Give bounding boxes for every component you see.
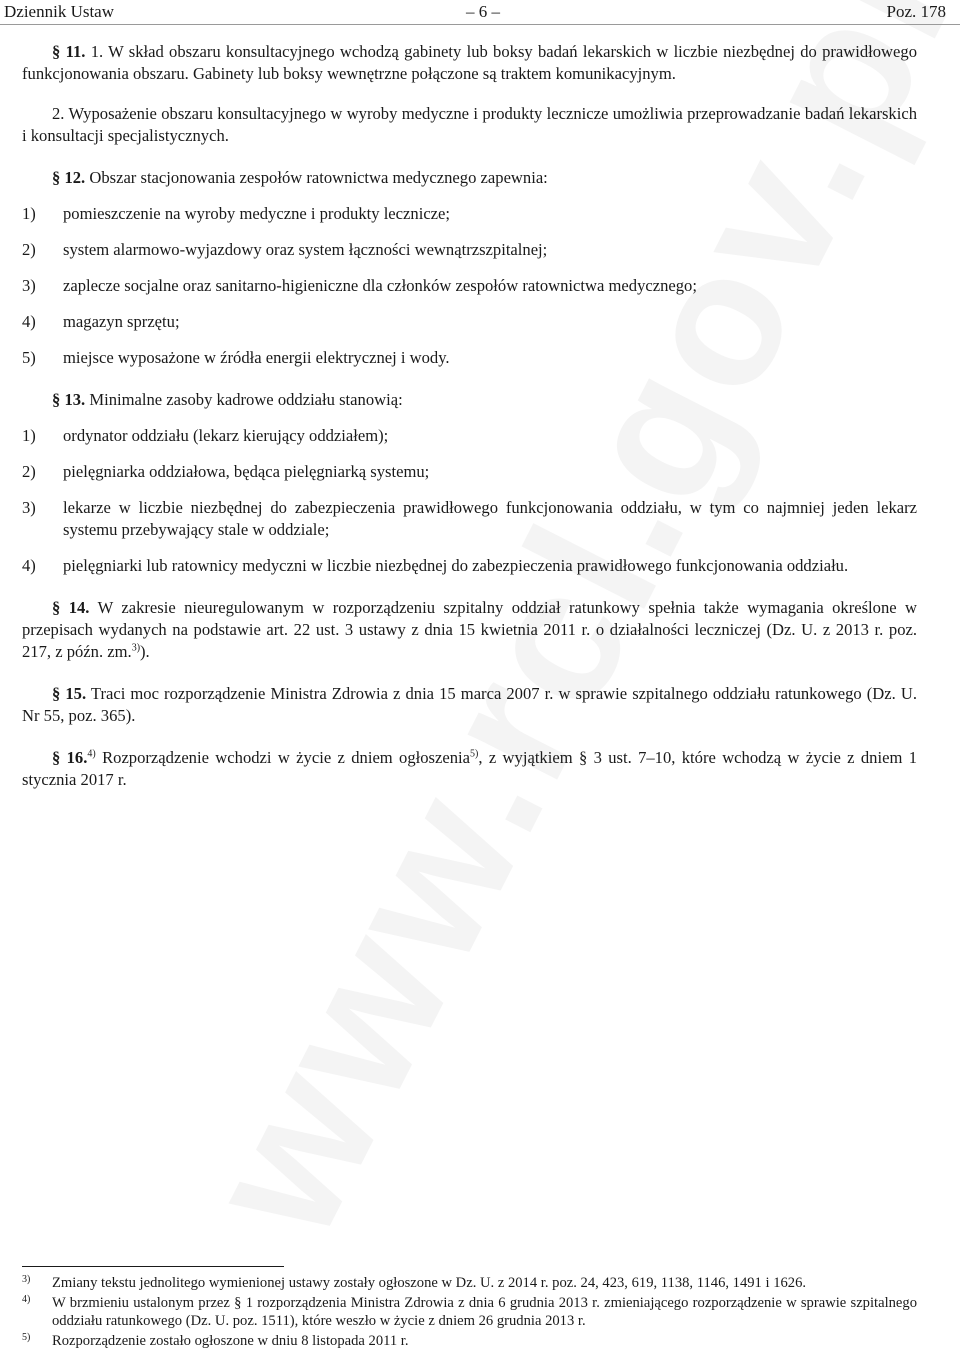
list-number: 3) — [22, 498, 36, 517]
footnote — [22, 1274, 917, 1292]
section-text: Traci moc rozporządzenie Ministra Zdrowia z dnia 15 marca 2007 r. w sprawie szpitalnego oddziału ratunkowego (Dz. U. Nr 55, poz. 365). — [22, 684, 917, 725]
page-header — [0, 0, 960, 24]
list-item — [22, 203, 917, 225]
footnote-reference: 3) — [131, 642, 141, 654]
section-11-paragraph-2: 2. Wyposażenie obszaru konsultacyjnego w wyroby medyczne i produkty lecznicze umożliwia przeprowadzanie badań lekarskich i konsultacji specjalistycznych. — [22, 104, 917, 145]
footnote-text: Zmiany tekstu jednolitego wymienionej ustawy zostały ogłoszone w Dz. U. z 2014 r. poz. 24, 423, 619, 1138, 1146, 1491 i 1626. — [52, 1275, 807, 1291]
footnote — [22, 1294, 917, 1330]
list-item — [22, 497, 917, 541]
list-item — [22, 239, 917, 261]
footnote-number: 4) — [22, 1294, 31, 1305]
section-sign: § 14. — [52, 598, 90, 617]
footnotes — [22, 1274, 917, 1352]
section-text: 1. W skład obszaru konsultacyjnego wchodzą gabinety lub boksy badań lekarskich w liczbie niezbędnej do prawidłowego funkcjonowania obszaru. Gabinety lub boksy wewnętrzne połączone są traktem komunikacyjnym. — [22, 42, 917, 83]
section-text-end: , z wyjątkiem § 3 ust. 7–10, które wchodzą w życie z dniem 1 stycznia 2017 r. — [22, 748, 918, 789]
section-13-intro — [22, 389, 917, 411]
list-number: 2) — [22, 240, 36, 259]
section-text: Rozporządzenie wchodzi w życie z dniem ogłoszenia — [95, 748, 471, 767]
section-14-paragraph — [22, 597, 917, 663]
list-text: miejsce wyposażone w źródła energii elektrycznej i wody. — [63, 348, 450, 367]
list-item — [22, 461, 917, 483]
list-number: 5) — [22, 348, 36, 367]
section-15-paragraph — [22, 683, 917, 727]
section-12-intro — [22, 167, 917, 189]
footnote-reference: 4) — [87, 748, 96, 760]
list-item — [22, 275, 917, 297]
list-number: 1) — [22, 426, 36, 445]
page-number: – 6 – — [466, 2, 500, 21]
section-sign: § 12. — [52, 168, 86, 187]
footnote — [22, 1332, 917, 1350]
list-item — [22, 555, 917, 577]
header-divider — [0, 24, 960, 25]
section-text: Obszar stacjonowania zespołów ratownictwa medycznego zapewnia: — [89, 168, 548, 187]
footnote-text: Rozporządzenie zostało ogłoszone w dniu 8 listopada 2011 r. — [52, 1333, 409, 1349]
list-text: system alarmowo-wyjazdowy oraz system łączności wewnątrzszpitalnej; — [63, 240, 548, 259]
position-number: Poz. 178 — [886, 2, 946, 21]
list-number: 4) — [22, 556, 36, 575]
footnote-text: W brzmieniu ustalonym przez § 1 rozporządzenia Ministra Zdrowia z dnia 6 grudnia 2013 r. zmieniającego rozporządzenie w sprawie szpitalnego oddziału ratunkowego (Dz. U. poz. 1511), które weszło w życie z dniem 26 grudnia 2013 r. — [52, 1295, 917, 1329]
list-text: magazyn sprzętu; — [63, 312, 180, 331]
list-text: pielęgniarka oddziałowa, będąca pielęgniarką systemu; — [63, 462, 430, 481]
list-item — [22, 311, 917, 333]
list-text: lekarze w liczbie niezbędnej do zabezpieczenia prawidłowego funkcjonowania oddziału, w tym co najmniej jeden lekarz systemu przebywający stale w oddziale; — [63, 498, 917, 539]
list-text: zaplecze socjalne oraz sanitarno-higieniczne dla członków zespołów ratownictwa medycznego; — [63, 276, 697, 295]
section-text-end: ). — [140, 642, 150, 661]
footnote-number: 3) — [22, 1274, 31, 1285]
section-text: Minimalne zasoby kadrowe oddziału stanowią: — [89, 390, 403, 409]
section-11-paragraph-1 — [22, 41, 917, 85]
list-item — [22, 347, 917, 369]
list-text: ordynator oddziału (lekarz kierujący oddziałem); — [63, 426, 389, 445]
footnote-reference: 5) — [470, 748, 479, 760]
list-item — [22, 425, 917, 447]
list-number: 1) — [22, 204, 36, 223]
list-number: 4) — [22, 312, 36, 331]
list-text: pomieszczenie na wyroby medyczne i produkty lecznicze; — [63, 204, 451, 223]
section-sign: § 11. — [52, 42, 86, 61]
section-text: W zakresie nieuregulowanym w rozporządzeniu szpitalny oddział ratunkowy spełnia także wymagania określone w przepisach wydanych na podstawie art. 22 ust. 3 ustawy z dnia 15 kwietnia 2011 r. o działalności leczniczej (Dz. U. z 2013 r. poz. 217, z późn. zm. — [22, 598, 918, 661]
section-sign: § 13. — [52, 390, 86, 409]
document-body — [22, 41, 917, 791]
section-16-paragraph — [22, 747, 917, 791]
journal-title: Dziennik Ustaw — [4, 2, 115, 21]
list-number: 2) — [22, 462, 36, 481]
section-sign: § 15. — [52, 684, 87, 703]
footnote-number: 5) — [22, 1332, 31, 1343]
list-number: 3) — [22, 276, 36, 295]
list-text: pielęgniarki lub ratownicy medyczni w liczbie niezbędnej do zabezpieczenia prawidłowego funkcjonowania oddziału. — [63, 556, 849, 575]
section-sign: § 16. — [52, 748, 88, 767]
footnote-divider — [22, 1266, 284, 1267]
